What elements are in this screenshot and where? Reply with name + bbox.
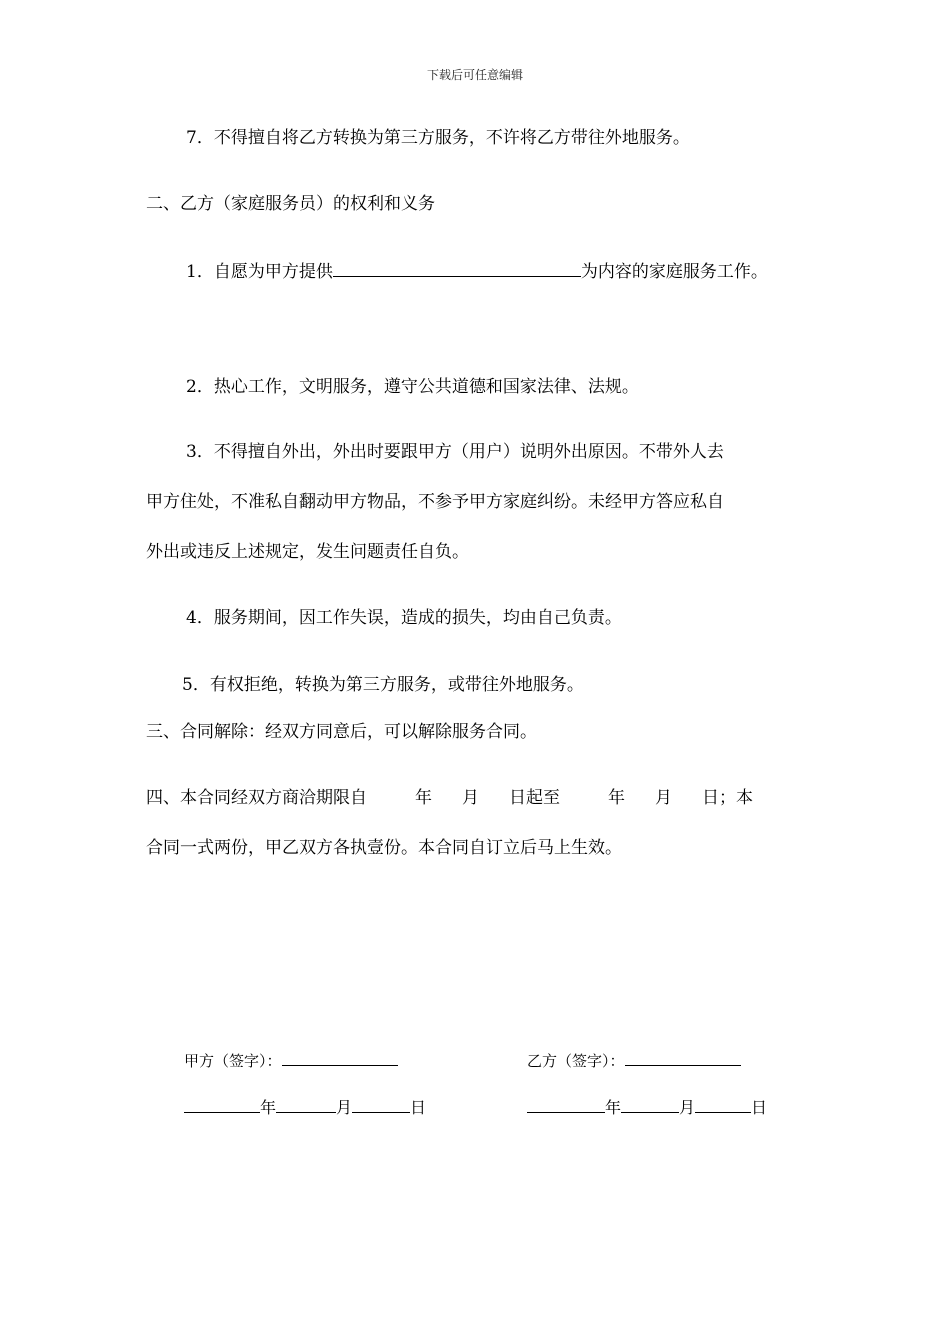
party-b-signature bbox=[527, 1050, 741, 1072]
clause-item-4: 4．服务期间，因工作失误，造成的损失，均由自己负责。 bbox=[186, 608, 622, 628]
clause-item-1 bbox=[186, 258, 768, 284]
party-a-date bbox=[184, 1097, 426, 1119]
section-4-line-1 bbox=[146, 786, 753, 810]
end-year-label: 年 bbox=[608, 788, 625, 808]
party-b-month-blank bbox=[621, 1098, 679, 1113]
party-b-date bbox=[527, 1097, 767, 1119]
header-note: 下载后可任意编辑 bbox=[426, 68, 523, 82]
clause-item-3-line-2: 甲方住处，不准私自翻动甲方物品，不参予甲方家庭纠纷。未经甲方答应私自 bbox=[146, 492, 724, 512]
party-a-signature bbox=[184, 1050, 398, 1072]
party-a-month-label: 月 bbox=[336, 1098, 353, 1117]
party-a-year-blank bbox=[184, 1098, 260, 1113]
party-a-month-blank bbox=[276, 1098, 336, 1113]
party-b-signature-blank bbox=[625, 1051, 741, 1066]
item-1-prefix: 1．自愿为甲方提供 bbox=[186, 262, 333, 282]
end-month-label: 月 bbox=[655, 788, 672, 808]
party-a-year-label: 年 bbox=[260, 1098, 277, 1117]
item-1-suffix: 为内容的家庭服务工作。 bbox=[580, 262, 768, 282]
section-3: 三、合同解除：经双方同意后，可以解除服务合同。 bbox=[146, 722, 537, 742]
start-day-label: 日起至 bbox=[509, 788, 560, 808]
party-a-label: 甲方（签字）： bbox=[184, 1052, 282, 1070]
end-day-label: 日；本 bbox=[702, 788, 753, 808]
clause-item-3-line-3: 外出或违反上述规定，发生问题责任自负。 bbox=[146, 542, 469, 562]
party-a-day-label: 日 bbox=[410, 1098, 427, 1117]
party-a-day-blank bbox=[352, 1098, 410, 1113]
party-b-month-label: 月 bbox=[679, 1098, 696, 1117]
clause-item-7: 7．不得擅自将乙方转换为第三方服务，不许将乙方带往外地服务。 bbox=[186, 128, 690, 148]
party-b-day-blank bbox=[695, 1098, 751, 1113]
party-b-label: 乙方（签字）： bbox=[527, 1052, 625, 1070]
start-year-label: 年 bbox=[415, 788, 432, 808]
service-content-blank bbox=[333, 258, 581, 277]
start-month-label: 月 bbox=[462, 788, 479, 808]
party-b-day-label: 日 bbox=[751, 1098, 768, 1117]
clause-item-2: 2．热心工作，文明服务，遵守公共道德和国家法律、法规。 bbox=[186, 377, 639, 397]
party-a-signature-blank bbox=[282, 1051, 398, 1066]
section-4-line-2: 合同一式两份，甲乙双方各执壹份。本合同自订立后马上生效。 bbox=[146, 838, 622, 858]
clause-item-5: 5．有权拒绝，转换为第三方服务，或带往外地服务。 bbox=[182, 675, 584, 695]
party-b-year-blank bbox=[527, 1098, 605, 1113]
clause-item-3-line-1: 3．不得擅自外出，外出时要跟甲方（用户）说明外出原因。不带外人去 bbox=[186, 442, 724, 462]
section-4-prefix: 四、本合同经双方商洽期限自 bbox=[146, 788, 367, 808]
section-2-title: 二、乙方（家庭服务员）的权利和义务 bbox=[146, 194, 435, 214]
party-b-year-label: 年 bbox=[605, 1098, 622, 1117]
